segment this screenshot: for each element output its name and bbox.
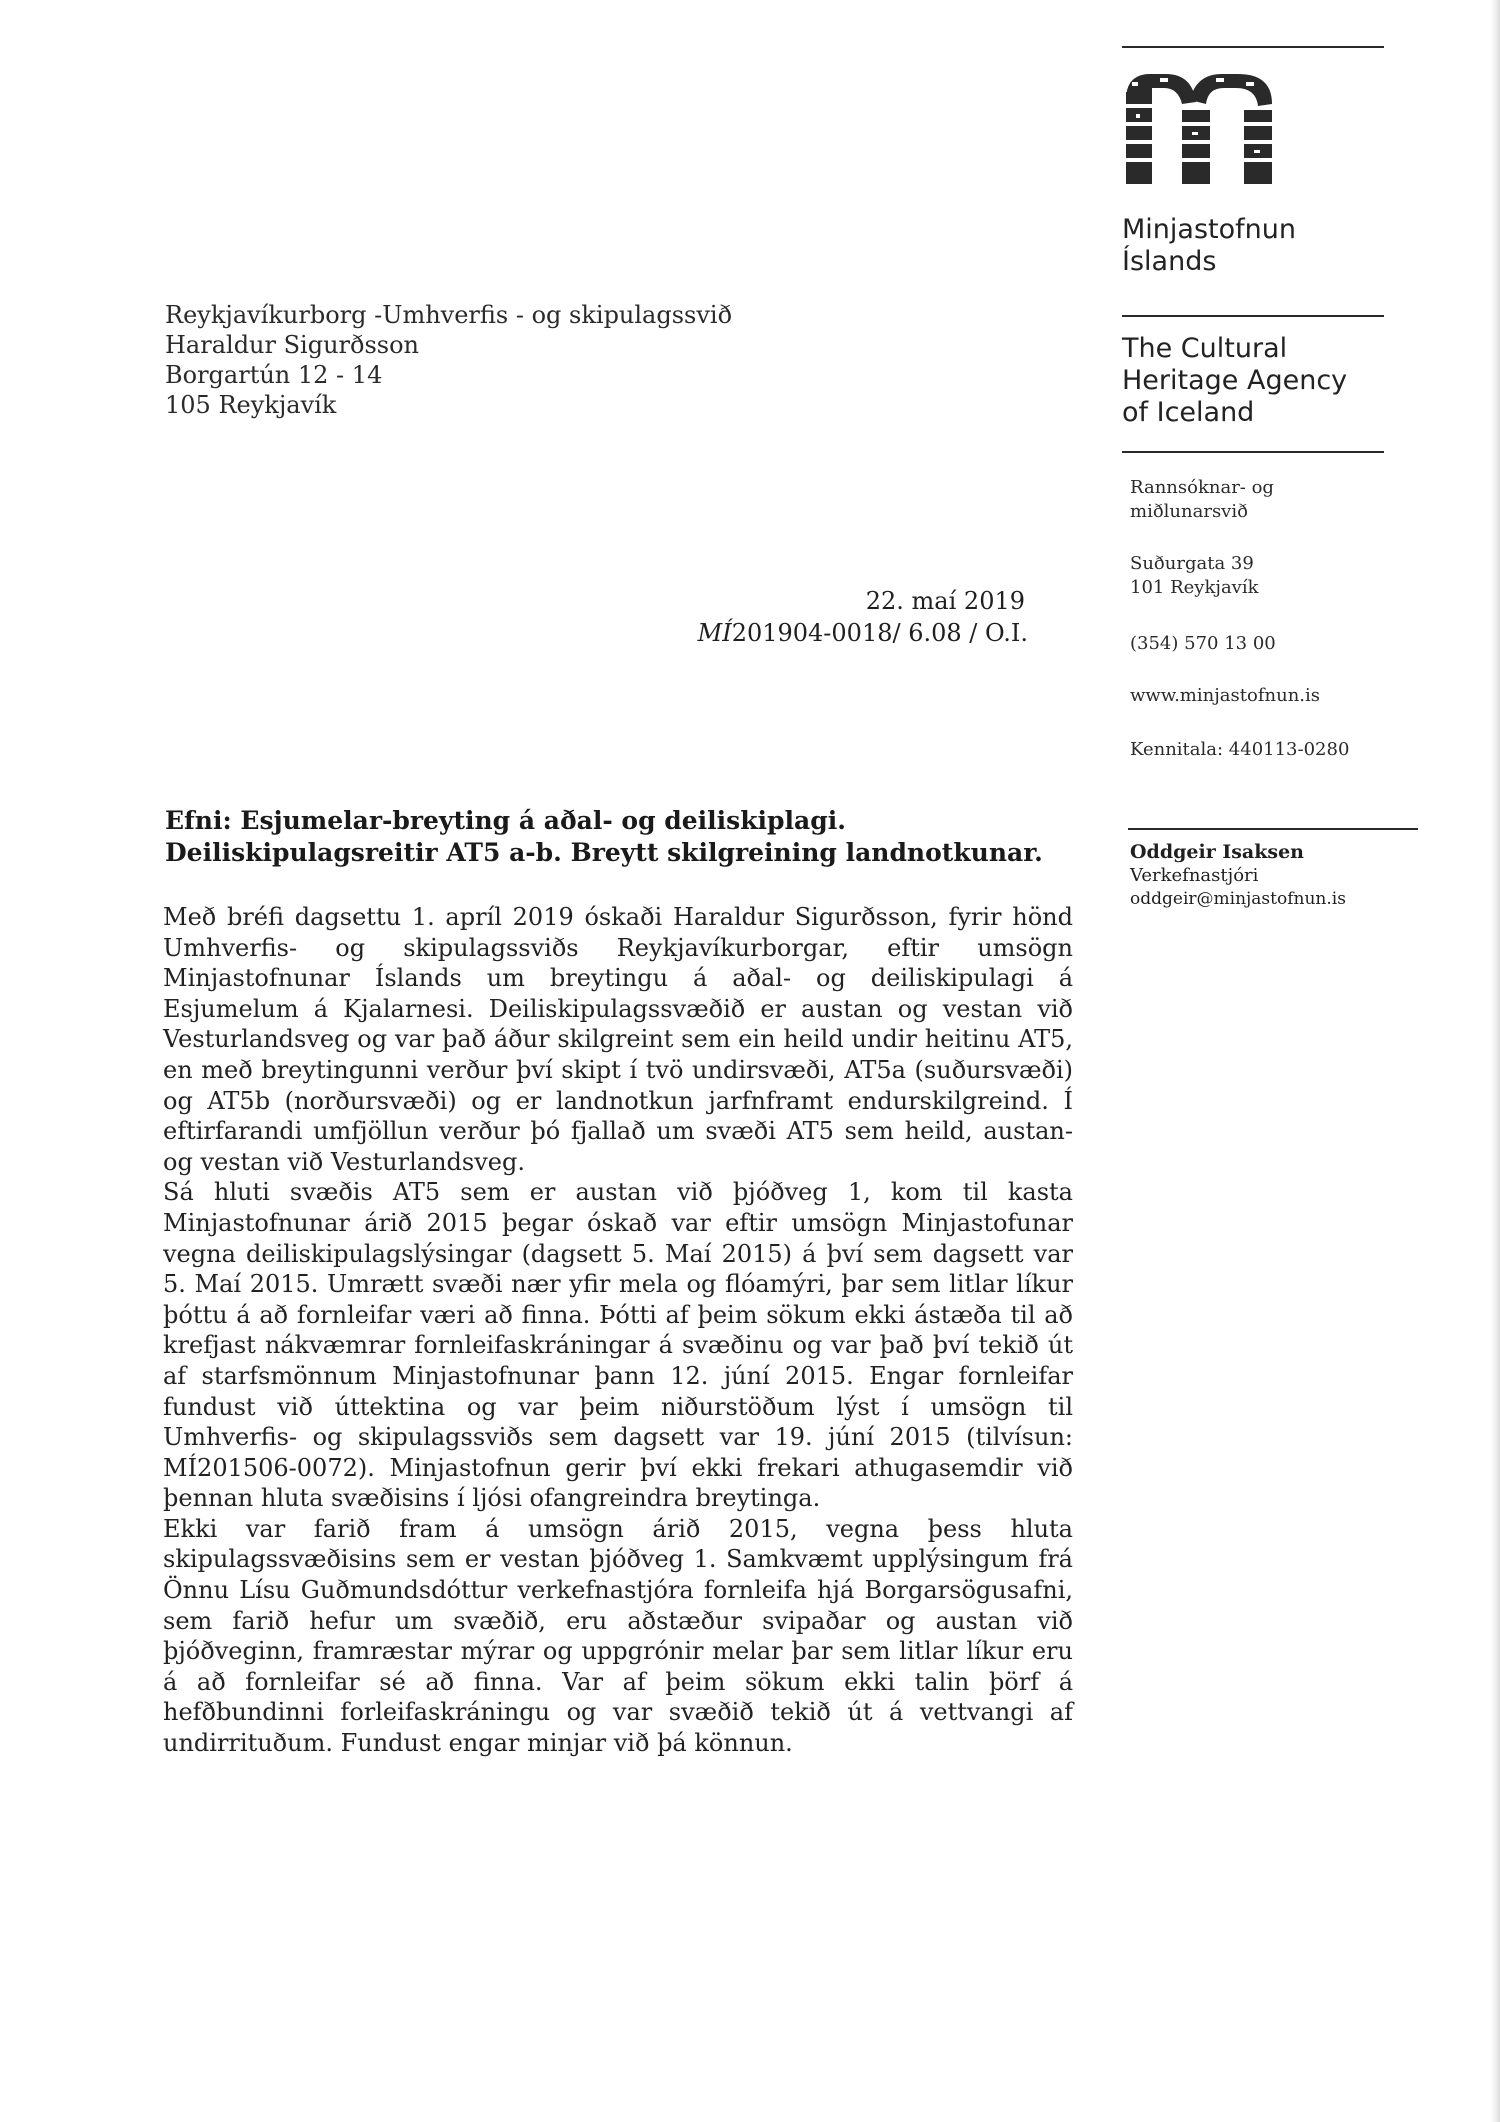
agency-phone: (354) 570 13 00 [1130,633,1276,654]
department [1130,476,1274,524]
letter-body [163,902,1073,1759]
header-rule-middle [1122,315,1384,317]
agency-address [1130,552,1259,600]
body-paragraph-2: Sá hluti svæðis AT5 sem er austan við þjóðveg 1, kom til kasta Minjastofnunar árið 2015 þegar óskað var eftir umsögn Minjastofunar vegna deiliskipulagslýsingar (dagsett 5. Maí 2015) á því sem dagsett var 5. Maí 2015. Umrætt svæði nær yfir mela og flóamýri, þar sem litlar líkur þóttu á að fornleifar væri að finna. Þótti af þeim sökum ekki ástæða til að krefjast nákvæmrar fornleifaskráningar á svæðinu og var það því tekið út af starfsmönnum Minjastofnunar þann 12. júní 2015. Engar fornleifar fundust við úttektina og var þeim niðurstöðum lýst í umsögn til Umhverfis- og skipulagssviðs sem dagsett var 19. júní 2015 (tilvísun: MÍ201506-0072). Minjastofnun gerir því ekki frekari athugasemdir við þennan hluta svæðisins í ljósi ofangreindra breytinga. [163,1178,1073,1513]
subject-line1: Efni: Esjumelar-breyting á aðal- og deiliskiplagi. [165,806,846,835]
author-name: Oddgeir Isaksen [1130,841,1304,863]
header-rule-lower [1122,451,1384,453]
body-paragraph-1: Með bréfi dagsettu 1. apríl 2019 óskaði Haraldur Sigurðsson, fyrir hönd Umhverfis- og skipulagssviðs Reykjavíkurborgar, eftir umsögn Minjastofnunar Íslands um breytingu á aðal- og deiliskipulagi á Esjumelum á Kjalarnesi. Deiliskipulagssvæðið er austan og vestan við Vesturlandsveg og var það áður skilgreint sem ein heild undir heitinu AT5, en með breytingunni verður því skipt í tvö undirsvæði, AT5a (suðursvæði) og AT5b (norðursvæði) og er landnotkun jarfnframt endurskilgreind. Í eftirfarandi umfjöllun verður þó fjallað um svæði AT5 sem heild, austan- og vestan við Vesturlandsveg. [163,903,1073,1176]
header-rule-top [1122,46,1384,48]
minjastofnun-logo-icon [1126,70,1276,190]
agency-name-is-line2: Íslands [1122,246,1217,277]
agency-name-en-line2: Heritage Agency [1122,365,1348,396]
recipient-line3: Borgartún 12 - 14 [165,361,383,389]
agency-name-en [1122,333,1347,429]
scan-edge [1490,0,1500,2122]
reference-number [698,618,1028,648]
department-line2: miðlunarsvið [1130,501,1248,522]
agency-street: Suðurgata 39 [1130,553,1254,574]
body-paragraph-3: Ekki var farið fram á umsögn árið 2015, vegna þess hluta skipulagssvæðisins sem er vestan þjóðveg 1. Samkvæmt upplýsingum frá Önnu Lísu Guðmundsdóttur verkefnastjóra fornleifa hjá Borgarsögusafni, sem farið hefur um svæðið, eru aðstæður svipaðar og austan við þjóðveginn, framræstar mýrar og uppgrónir melar þar sem litlar líkur eru á að fornleifar sé að finna. Var af þeim sökum ekki talin þörf á hefðbundinni forleifaskráningu og var svæðið tekið út á vettvangi af undirrituðum. Fundust engar minjar við þá könnun. [163,1514,1073,1758]
author-email[interactable]: oddgeir@minjastofnun.is [1130,889,1346,909]
recipient-line1: Reykjavíkurborg -Umhverfis - og skipulagssvið [165,301,733,329]
agency-name-is-line1: Minjastofnun [1122,214,1296,245]
recipient-line2: Haraldur Sigurðsson [165,331,420,359]
author-rule [1128,828,1418,830]
agency-website[interactable]: www.minjastofnun.is [1130,685,1321,706]
reference-prefix: MÍ [697,619,732,647]
department-line1: Rannsóknar- og [1130,477,1274,498]
subject-line2: Deiliskipulagsreitir AT5 a-b. Breytt skilgreining landnotkunar. [165,838,1043,867]
agency-name-en-line3: of Iceland [1122,397,1255,428]
recipient-line4: 105 Reykjavík [165,391,337,419]
recipient-address [165,300,732,420]
reference-code: 201904-0018/ 6.08 / O.I. [731,619,1028,647]
letter-date: 22. maí 2019 [865,587,1025,615]
author-title: Verkefnastjóri [1130,865,1259,886]
agency-postal: 101 Reykjavík [1130,577,1259,598]
agency-kennitala: Kennitala: 440113-0280 [1130,739,1350,760]
agency-name-en-line1: The Cultural [1122,333,1288,364]
agency-name-is [1122,214,1296,278]
subject [165,805,1043,869]
